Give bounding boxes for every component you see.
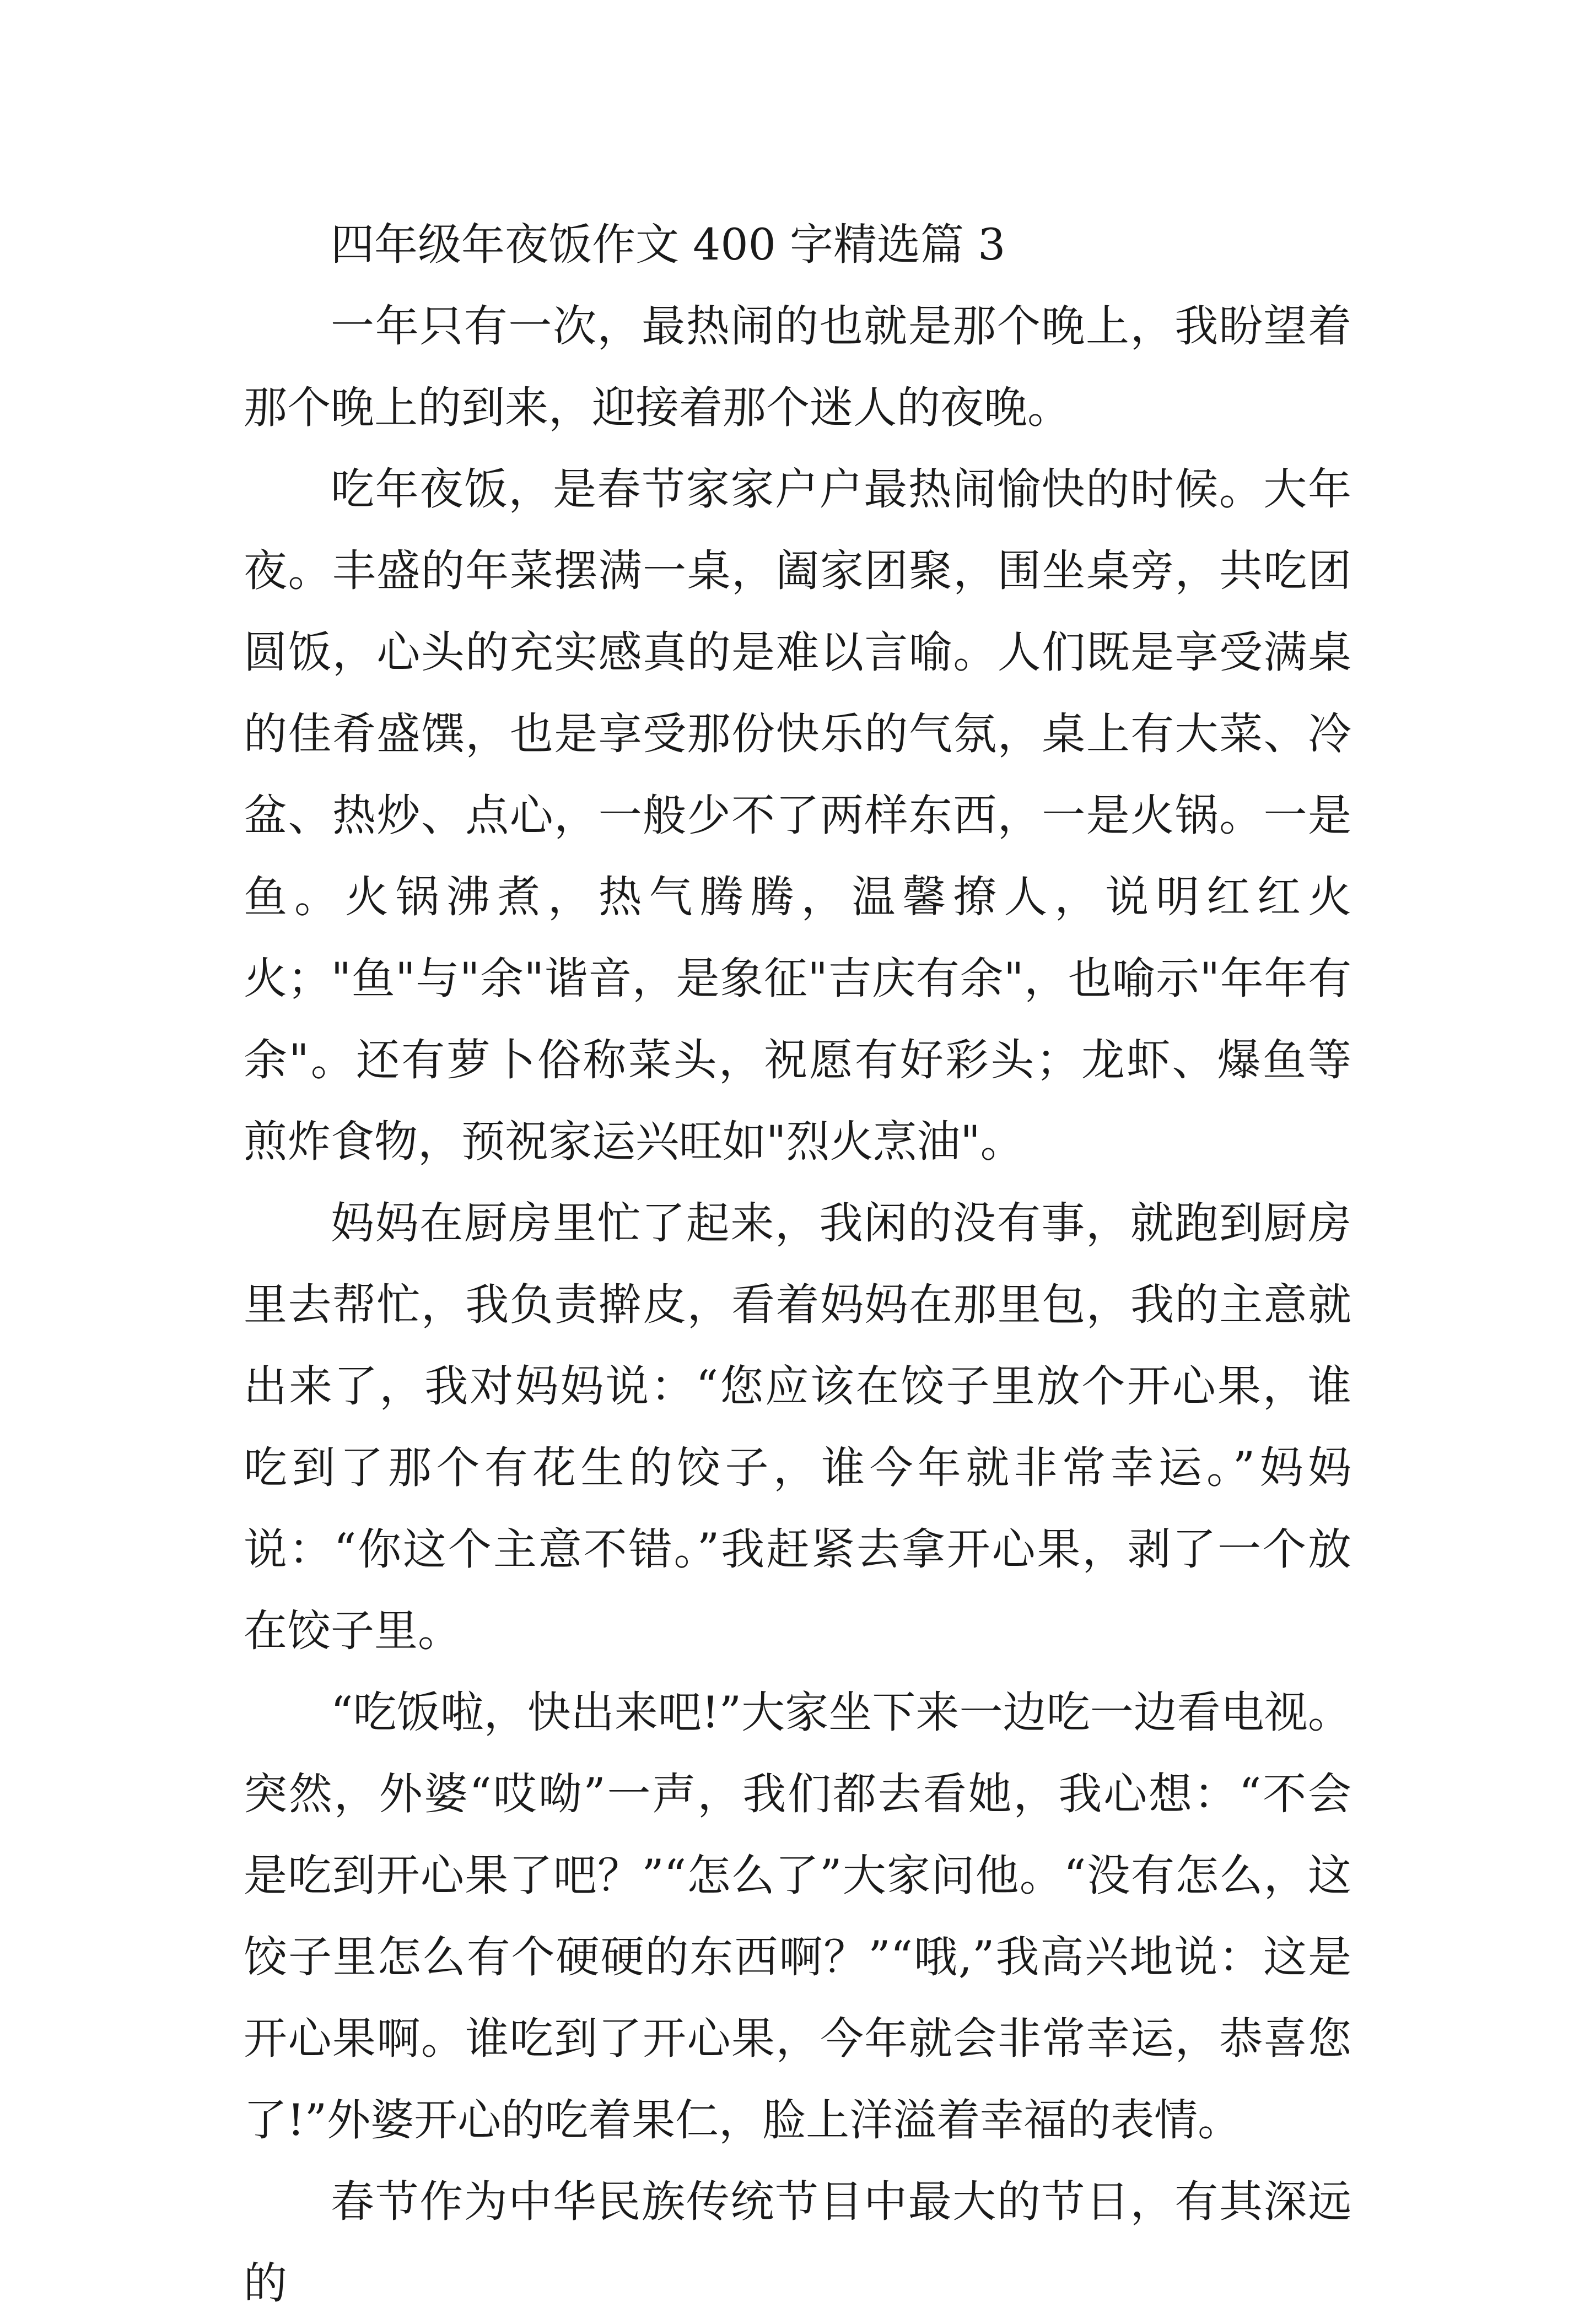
paragraph-3: 妈妈在厨房里忙了起来，我闲的没有事，就跑到厨房里去帮忙，我负责擀皮，看着妈妈在那里包，我的主意就出来了，我对妈妈说：“您应该在饺子里放个开心果，谁吃到了那个有花生的饺子，谁今年就非常幸运。”妈妈说：“你这个主意不错。”我赶紧去拿开心果，剥了一个放在饺子里。 [244,1198,1351,1656]
paragraph-2: 吃年夜饭，是春节家家户户最热闹愉快的时候。大年夜。丰盛的年菜摆满一桌，阖家团聚，围坐桌旁，共吃团圆饭，心头的充实感真的是难以言喻。人们既是享受满桌的佳肴盛馔，也是享受那份快乐的气氛，桌上有大菜、冷盆、热炒、点心，一般少不了两样东西，一是火锅。一是鱼。火锅沸煮，热气腾腾，温馨撩人，说明红红火火；"鱼"与"余"谐音，是象征"吉庆有余"，也喻示"年年有余"。还有萝卜俗称菜头，祝愿有好彩头；龙虾、爆鱼等煎炸食物，预祝家运兴旺如"烈火烹油"。 [244,464,1351,1167]
paragraph-5: 春节作为中华民族传统节目中最大的节日，有其深远的 [244,2176,1351,2309]
paragraph-1: 一年只有一次，最热闹的也就是那个晚上，我盼望着那个晚上的到来，迎接着那个迷人的夜晚。 [244,301,1351,433]
document-body [244,204,1351,2324]
document-title: 四年级年夜饭作文 400 字精选篇 3 [331,219,1006,270]
paragraph-4: “吃饭啦，快出来吧!”大家坐下来一边吃一边看电视。突然，外婆“哎呦”一声，我们都去看她，我心想：“不会是吃到开心果了吧？”“怎么了”大家问他。“没有怎么，这饺子里怎么有个硬硬的东西啊？”“哦,”我高兴地说：这是开心果啊。谁吃到了开心果，今年就会非常幸运，恭喜您了!”外婆开心的吃着果仁，脸上洋溢着幸福的表情。 [244,1687,1351,2145]
